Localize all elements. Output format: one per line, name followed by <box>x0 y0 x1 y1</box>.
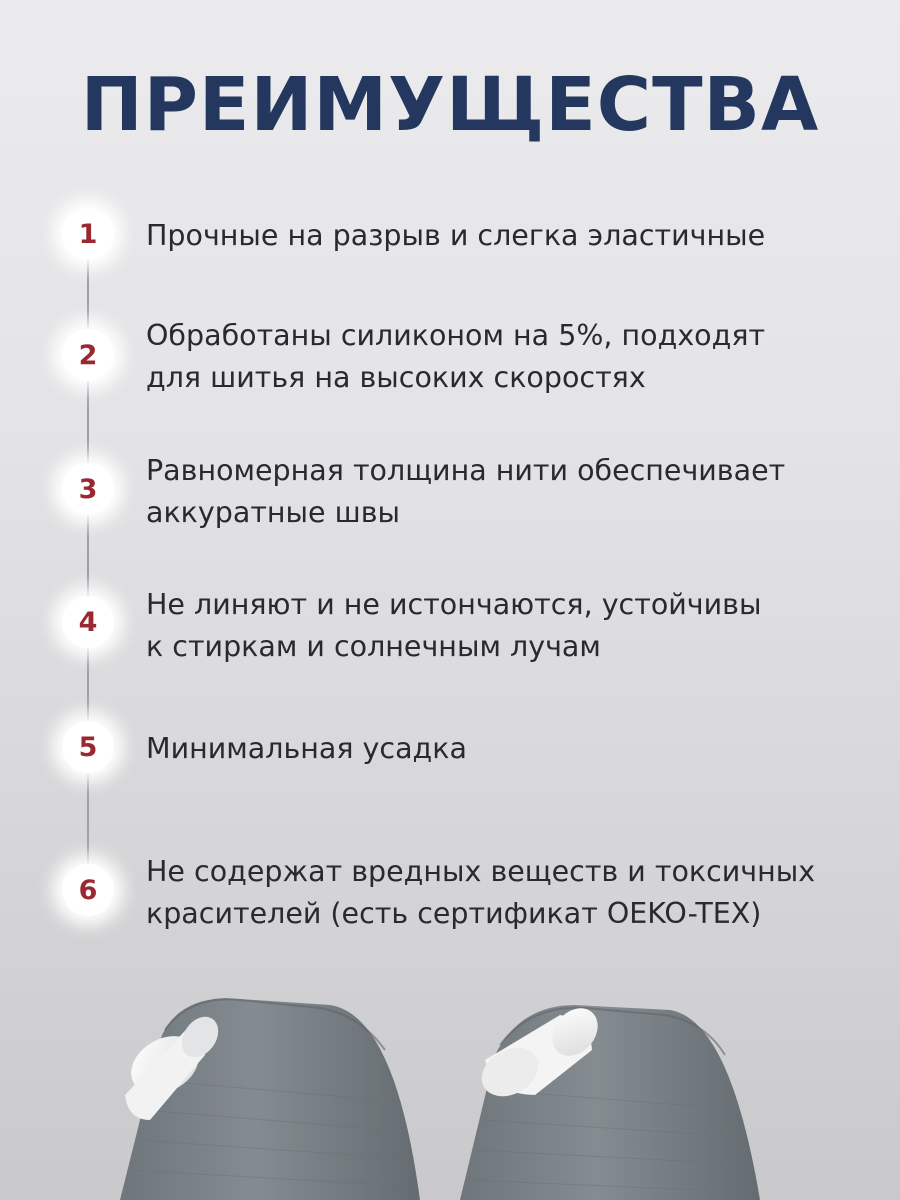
advantage-text-1: Прочные на разрыв и слегка эластичные <box>146 219 766 252</box>
left-spool <box>120 998 420 1200</box>
number-badge-5: 5 <box>62 721 114 773</box>
number-badge-2: 2 <box>62 329 114 381</box>
advantage-text-5: Минимальная усадка <box>146 732 467 765</box>
number-badge-1: 1 <box>62 208 114 260</box>
advantage-text-4: Не линяют и не истончаются, устойчивы к стиркам и солнечным лучам <box>146 588 762 663</box>
number-badge-6: 6 <box>62 864 114 916</box>
number-badge-3: 3 <box>62 463 114 515</box>
thread-spools-image <box>0 960 900 1200</box>
advantage-text-2: Обработаны силиконом на 5%, подходят для шитья на высоких скоростях <box>146 319 766 394</box>
number-badge-4: 4 <box>62 596 114 648</box>
advantage-text-3: Равномерная толщина нити обеспечивает аккуратные швы <box>146 454 786 529</box>
page-title: ПРЕИМУЩЕСТВА <box>80 62 820 148</box>
advantage-text-6: Не содержат вредных веществ и токсичных красителей (есть сертификат OEKO-TEX) <box>146 855 816 930</box>
right-spool <box>460 999 760 1200</box>
